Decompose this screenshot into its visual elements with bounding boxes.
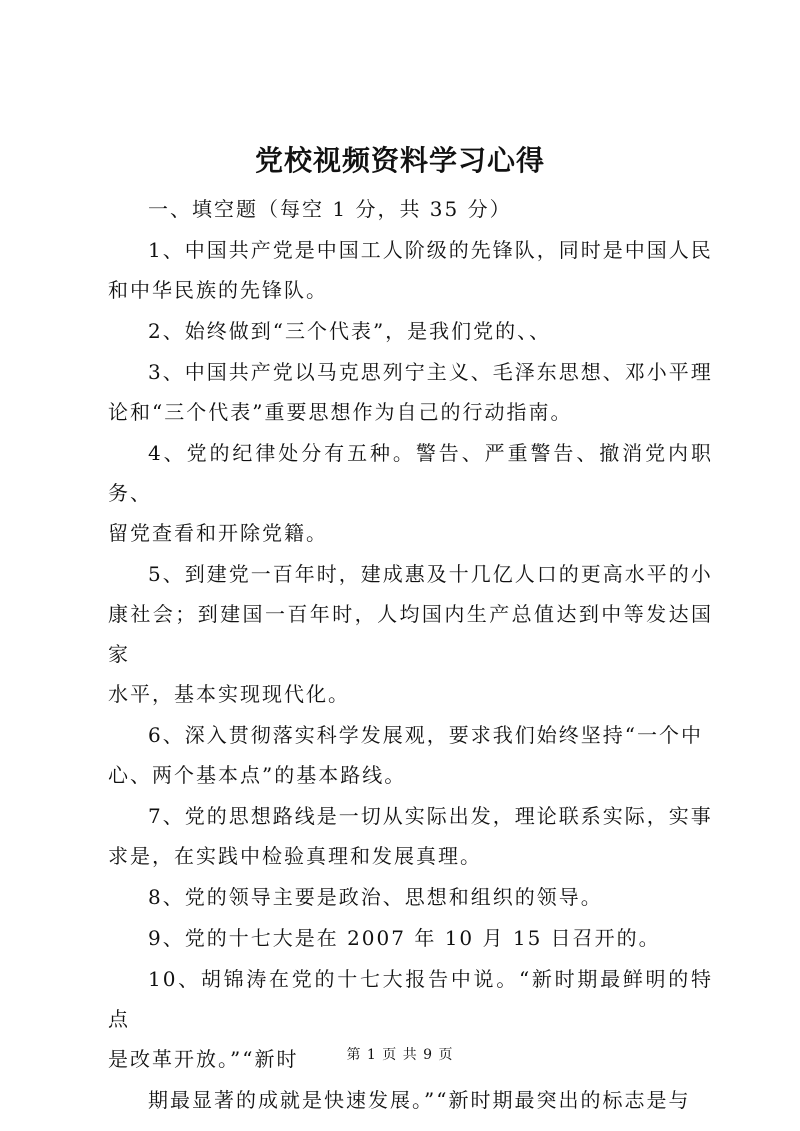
paragraph-line: 9、党的十七大是在 2007 年 10 月 15 日召开的。	[148, 926, 661, 950]
paragraph-line: 7、党的思想路线是一切从实际出发，理论联系实际，实事	[148, 804, 713, 828]
paragraph	[108, 189, 713, 229]
paragraph-continuation-line: 水平，基本实现现代化。	[108, 682, 350, 706]
paragraph-line: 一、填空题（每空 1 分，共 35 分）	[148, 197, 512, 221]
paragraph-line: 10、胡锦涛在党的十七大报告中说。“新时期最鲜明的特点	[108, 967, 713, 1031]
paragraph-continuation-line: 是改革开放。”“新时	[108, 1047, 299, 1071]
page-footer: 第 1 页 共 9 页	[346, 1047, 454, 1063]
paragraph-continuation-line: 论和“三个代表”重要思想作为自己的行动指南。	[108, 400, 573, 424]
document-body	[108, 189, 713, 1121]
paragraph-line: 期最显著的成就是快速发展。”“新时期最突出的标志是与	[148, 1088, 691, 1112]
paragraph	[108, 1080, 713, 1120]
paragraph-line: 8、党的领导主要是政治、思想和组织的领导。	[148, 885, 603, 909]
paragraph	[108, 352, 713, 432]
paragraph-line: 6、深入贯彻落实科学发展观，要求我们始终坚持“一个中	[148, 723, 703, 747]
paragraph	[108, 918, 713, 958]
paragraph-continuation-line: 求是，在实践中检验真理和发展真理。	[108, 844, 482, 868]
paragraph	[108, 433, 713, 553]
paragraph-line: 3、中国共产党以马克思列宁主义、毛泽东思想、邓小平理	[148, 360, 713, 384]
paragraph-continuation-line: 留党查看和开除党籍。	[108, 521, 328, 545]
paragraph-continuation-line: 和中华民族的先锋队。	[108, 278, 328, 302]
paragraph-line: 2、始终做到“三个代表”，是我们党的、、	[148, 319, 552, 343]
paragraph-line: 4、党的纪律处分有五种。警告、严重警告、撤消党内职务、	[108, 441, 713, 505]
paragraph	[108, 796, 713, 876]
paragraph	[108, 877, 713, 917]
paragraph	[108, 311, 713, 351]
paragraph	[108, 230, 713, 310]
paragraph	[108, 715, 713, 795]
paragraph-continuation-line: 康社会；到建国一百年时，人均国内生产总值达到中等发达国家	[108, 602, 713, 666]
document-title: 党校视频资料学习心得	[254, 144, 545, 177]
paragraph	[108, 554, 713, 714]
paragraph-line: 1、中国共产党是中国工人阶级的先锋队，同时是中国人民	[148, 238, 713, 262]
paragraph-continuation-line: 心、两个基本点”的基本路线。	[108, 763, 407, 787]
paragraph-line: 5、到建党一百年时，建成惠及十几亿人口的更高水平的小	[148, 562, 713, 586]
